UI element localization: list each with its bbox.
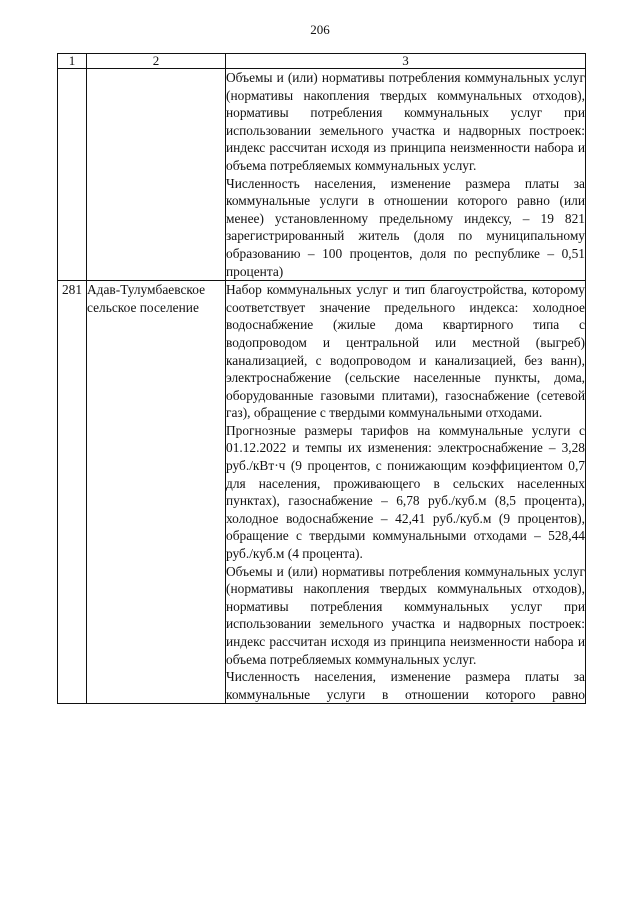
paragraph-consumption-volumes: Объемы и (или) нормативы потребления коммунальных услуг (нормативы накопления твердых коммунальных отходов), нормативы потребления коммунальных услуг при использовании земельного участка и надворных построек: индекс рассчитан исходя из принципа неизменности набора и объема потребляемых коммунальных услуг.	[226, 563, 585, 667]
description-cell	[226, 69, 586, 281]
table-row-continued	[58, 69, 586, 281]
paragraph-population: Численность населения, изменение размера платы за коммунальные услуги в отношении которого равно (или менее) установленному предельному индексу, – 19 821 зарегистрированный житель (доля по муниципальному образованию – 100 процентов, доля по республике – 0,51 процента)	[226, 175, 585, 279]
paragraph-tariffs: Прогнозные размеры тарифов на коммунальные услуги с 01.12.2022 и темпы их изменения: электроснабжение – 3,28 руб./кВт·ч (9 процентов, с понижающим коэффициентом 0,7 для населения, проживающего в сельских населенных пунктах), газоснабжение – 6,78 руб./куб.м (8,5 процента), холодное водоснабжение – 42,41 руб./куб.м (9 процентов), обращение с твердыми коммунальными отходами – 528,44 руб./куб.м (4 процента).	[226, 422, 585, 562]
tariff-table	[57, 53, 586, 704]
municipality-name-cell: Адав-Тулумбаевское сельское поселение	[87, 281, 226, 704]
page-number: 206	[310, 22, 330, 37]
description-cell	[226, 281, 586, 704]
paragraph-service-set: Набор коммунальных услуг и тип благоустройства, которому соответствует значение предельного индекса: холодное водоснабжение (жилые дома квартирного типа с водопроводом и центральной или местной (выгреб) канализацией, с водопроводом и канализацией, без ванн), электроснабжение (сельские населенные пункты, дома, оборудованные газовыми плитами), газоснабжение (сетевой газ), обращение с твердыми коммунальными отходами.	[226, 282, 585, 421]
table-header-row	[58, 54, 586, 69]
column-header-2: 2	[87, 54, 226, 69]
municipality-name-cell	[87, 69, 226, 281]
column-header-1: 1	[58, 54, 87, 69]
table-row-281	[58, 281, 586, 704]
column-header-3: 3	[226, 54, 586, 69]
row-number-cell: 281	[58, 281, 87, 704]
paragraph-population: Численность населения, изменение размера платы за коммунальные услуги в отношении которого равно	[226, 669, 585, 702]
row-number-cell	[58, 69, 87, 281]
paragraph-consumption-volumes: Объемы и (или) нормативы потребления коммунальных услуг (нормативы накопления твердых коммунальных отходов), нормативы потребления коммунальных услуг при использовании земельного участка и надворных построек: индекс рассчитан исходя из принципа неизменности набора и объема потребляемых коммунальных услуг.	[226, 70, 585, 173]
